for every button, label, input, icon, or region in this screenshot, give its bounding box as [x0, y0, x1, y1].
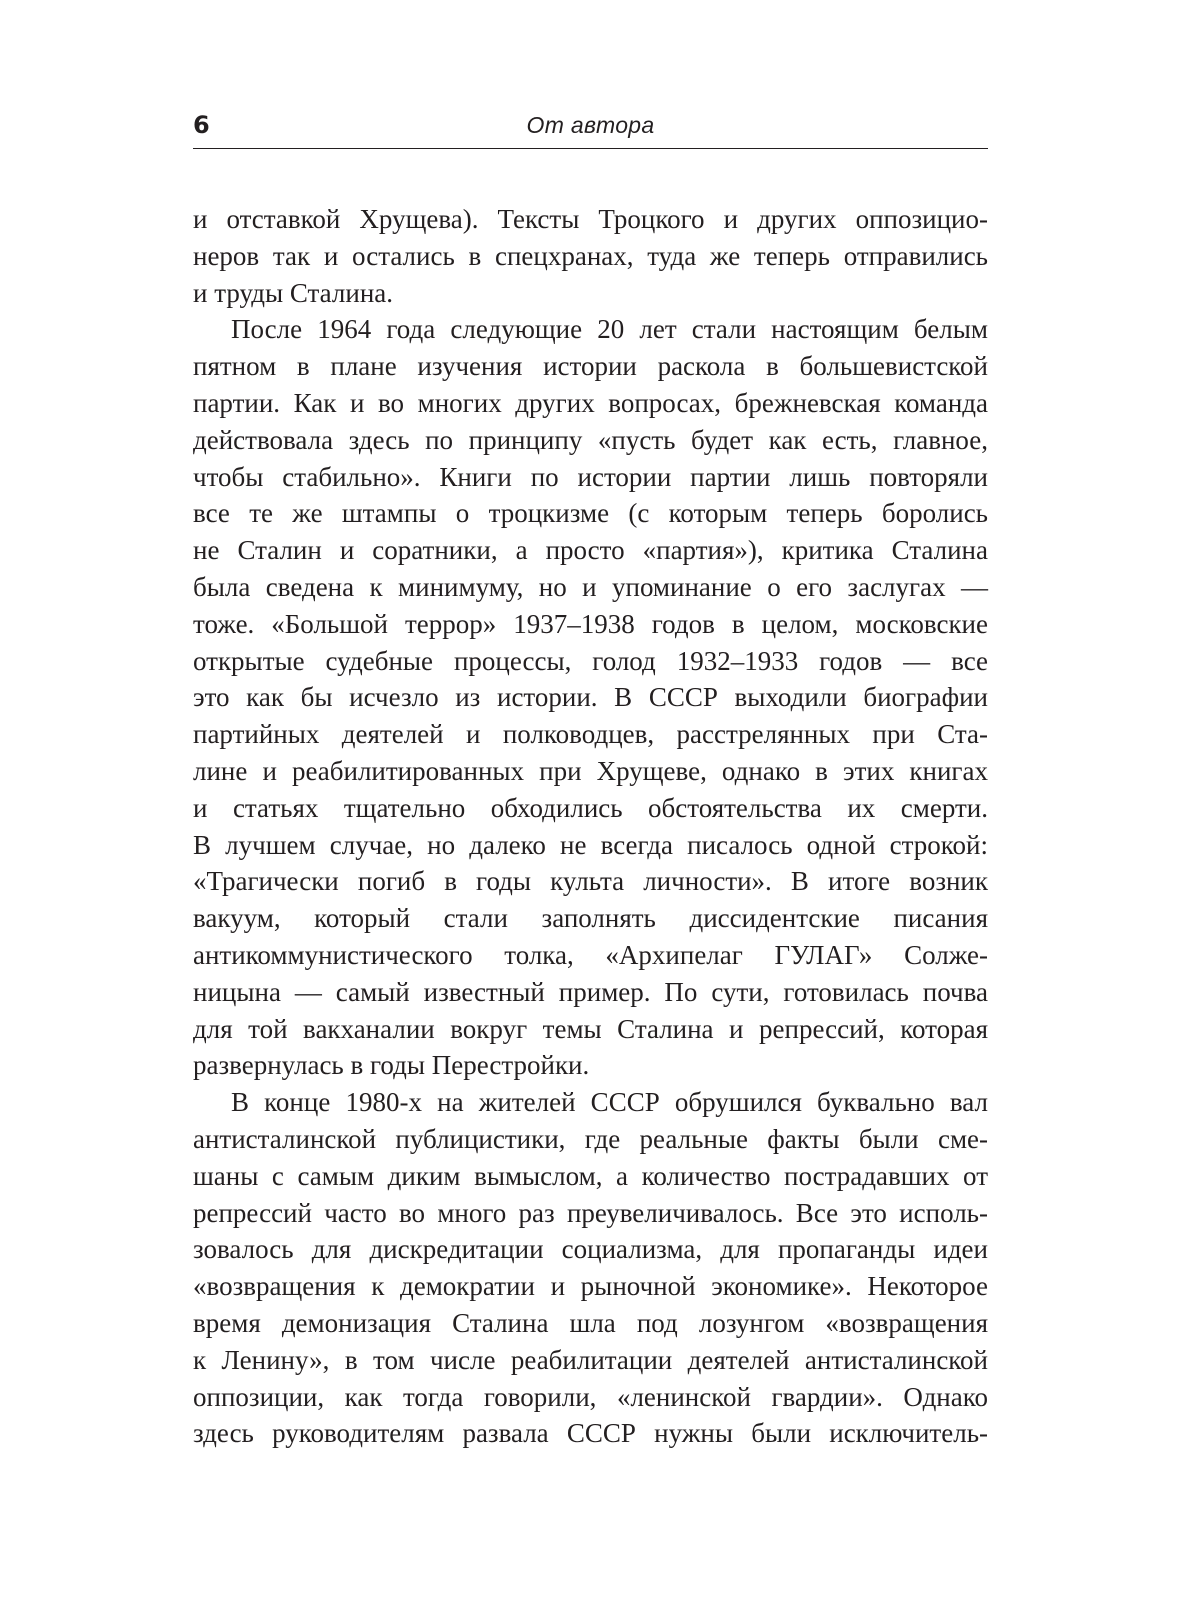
text-line: все те же штампы о троцкизме (с которым теперь боролись: [193, 498, 988, 529]
text-line: лине и реабилитированных при Хрущеве, однако в этих книгах: [193, 755, 988, 786]
text-line: здесь руководителям развала СССР нужны были исключитель-: [193, 1418, 988, 1449]
text-line: репрессий часто во много раз преувеличивалось. Все это исполь-: [193, 1197, 988, 1228]
text-line: тоже. «Большой террор» 1937–1938 годов в целом, московские: [193, 608, 988, 639]
text-line: и статьях тщательно обходились обстоятельства их смерти.: [193, 792, 988, 823]
text-line: «возвращения к демократии и рыночной экономике». Некоторое: [193, 1271, 988, 1302]
page-number: 6: [193, 111, 210, 139]
text-line: В конце 1980-х на жителей СССР обрушился буквально вал: [231, 1087, 988, 1118]
text-line: партии. Как и во многих других вопросах, брежневская команда: [193, 387, 988, 418]
text-line: и отставкой Хрущева). Тексты Троцкого и других оппозицио-: [193, 204, 988, 234]
paragraph: [193, 201, 988, 311]
text-line: «Трагически погиб в годы культа личности». В итоге возник: [193, 866, 988, 897]
text-line: антикоммунистического толка, «Архипелаг ГУЛАГ» Солже-: [193, 939, 988, 970]
text-line: к Ленину», в том числе реабилитации деятелей антисталинской: [193, 1344, 988, 1375]
body-text: [193, 201, 988, 1452]
text-line: пятном в плане изучения истории раскола в большевистской: [193, 351, 988, 382]
text-line: зовалось для дискредитации социализма, для пропаганды идеи: [193, 1234, 988, 1265]
text-line: для той вакханалии вокруг темы Сталина и репрессий, которая: [193, 1013, 988, 1044]
text-line: шаны с самым диким вымыслом, а количество пострадавших от: [193, 1160, 988, 1191]
text-line: антисталинской публицистики, где реальные факты были сме-: [193, 1123, 988, 1154]
text-line: После 1964 года следующие 20 лет стали настоящим белым: [231, 314, 988, 345]
text-line: время демонизация Сталина шла под лозунгом «возвращения: [193, 1307, 988, 1338]
text-line: партийных деятелей и полководцев, расстрелянных при Ста-: [193, 719, 988, 750]
text-line: В лучшем случае, но далеко не всегда писалось одной строкой:: [193, 829, 988, 860]
text-line: ницына — самый известный пример. По сути, готовилась почва: [193, 976, 988, 1007]
paragraph: [193, 311, 988, 1084]
text-line: оппозиции, как тогда говорили, «ленинской гвардии». Однако: [193, 1381, 988, 1412]
text-line: открытые судебные процессы, голод 1932–1933 годов — все: [193, 645, 988, 676]
text-line: вакуум, который стали заполнять диссидентские писания: [193, 903, 988, 934]
text-line: неров так и остались в спецхранах, туда же теперь отправились: [193, 240, 988, 271]
text-line: развернулась в годы Перестройки.: [193, 1050, 590, 1081]
text-line: была сведена к минимуму, но и упоминание о его заслугах —: [193, 571, 988, 602]
text-line: действовала здесь по принципу «пусть будет как есть, главное,: [193, 424, 988, 455]
running-title: От автора: [526, 112, 655, 138]
paragraph: [193, 1084, 988, 1452]
text-line: чтобы стабильно». Книги по истории партии лишь повторяли: [193, 461, 988, 492]
text-line: и труды Сталина.: [193, 277, 394, 308]
text-line: это как бы исчезло из истории. В СССР выходили биографии: [193, 682, 988, 713]
running-head: [193, 108, 988, 149]
text-line: не Сталин и соратники, а просто «партия»), критика Сталина: [193, 535, 988, 566]
